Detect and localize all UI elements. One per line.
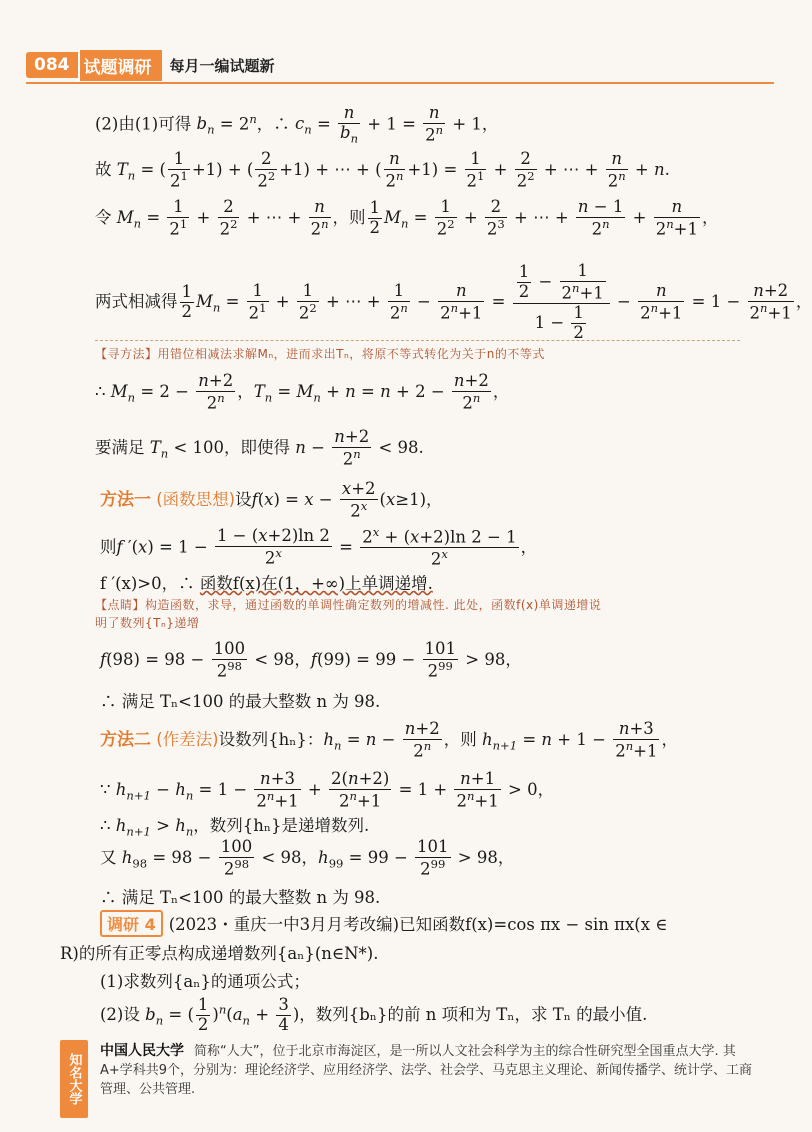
method-1-deriv: 则f ′(x) = 1 − $\frac{1 - (x+2)\ln 2}{2^x}$ = $\frac{2^x + (x+2)\ln 2 - 1}{2^x}$ ， xyxy=(100,525,538,569)
footer-box xyxy=(60,1040,760,1118)
university-description: 简称“人大”，位于北京市海淀区，是一所以人文社会科学为主的综合性研究型全国重点大学. 其A+学科共9个，分别为：理论经济学、应用经济学、法学、社会学、马克思主义理论、新闻传播学、统计学、工商管理、公共管理. xyxy=(100,1044,753,1097)
solution-line-5: ∴ $M_n = 2$ − $\frac{n+2}{2^n}$ ，$T_n = M_n + n = n + 2$ − $\frac{n+2}{2^n}$ ， xyxy=(95,371,510,413)
method-1-values: f(98) = 98 − $\frac{100}{2^{98}}$ < 98，f(99) = 99 − $\frac{101}{2^{99}}$ > 98， xyxy=(100,639,522,681)
page-number: 084 xyxy=(26,52,78,78)
research-4-q2: (2)设 $b_n$ = ( $\frac{1}{2}$ )$^n(a_n$ + $\frac{3}{4}$ )，数列{bₙ}的前 n 项和为 Tₙ，求 Tₙ 的最小值. xyxy=(100,995,648,1034)
method-1-mono: f ′(x)>0，∴ 函数f(x)在(1，+∞)上单调递增. xyxy=(100,574,433,593)
method-2-inc: ∴ $h_{n+1} > h_n$，数列{hₙ}是递增数列. xyxy=(100,816,370,839)
method-1-result: ∴ 满足 Tₙ<100 的最大整数 n 为 98. xyxy=(100,692,381,711)
solution-line-2: 故 $T_n$ = ( $\frac{1}{2^1}$ +1) + ( $\frac{2}{2^2}$ +1) + ⋯ + ( $\frac{n}{2^n}$ +1) = $\frac{1}{2^1}$ + $\frac{2}{2^2}$ + ⋯ + $\frac{n}{2^n}$ + n. xyxy=(95,149,670,191)
solution-line-4: 两式相减得 $\frac{1}{2}$ $M_n$ = $\frac{1}{2^1}$ + $\frac{1}{2^2}$ + ⋯ + $\frac{1}{2^n}$ − $\frac{n}{2^n+1}$ = $\frac{1}{2}$ − $\frac{1}{2^n+1}$ 1 − $\frac{1}{2}$ − $\frac{n}{2^n+1}$ = 1 − $\frac{n+2}{2^n+1}$ ， xyxy=(95,261,812,343)
method-1-label: 方法一 xyxy=(100,490,151,511)
divider xyxy=(95,340,740,341)
method-2-diff: ∵ $h_{n+1} - h_n = 1$ − $\frac{n+3}{2^n+1}$ + $\frac{2(n+2)}{2^n+1}$ = 1 + $\frac{n+1}{2^n+1}$ > 0， xyxy=(100,769,555,811)
point-note-2: 明了数列{Tₙ}递增 xyxy=(95,616,200,630)
page-header xyxy=(26,50,275,80)
footer-side-label: 知名大学 xyxy=(60,1040,88,1118)
research-4-line-2: R)的所有正零点构成递增数列{aₙ}(n∈N*). xyxy=(60,944,379,963)
solution-line-3: 令 $M_n$ = $\frac{1}{2^1}$ + $\frac{2}{2^2}$ + ⋯ + $\frac{n}{2^n}$ ，则 $\frac{1}{2}$ $M_n$ = $\frac{1}{2^2}$ + $\frac{2}{2^3}$ + ⋯ + $\frac{n - 1}{2^n}$ + $\frac{n}{2^n+1}$ ， xyxy=(95,197,719,239)
solution-line-1: (2)由(1)可得 $b_n = 2^n$，∴ $c_n$ = $\frac{n}{b_n}$ + 1 = $\frac{n}{2^n}$ + 1， xyxy=(95,103,499,146)
method-1-sub: (函数思想) xyxy=(156,490,236,510)
method-note: 【寻方法】用错位相减法求解Mₙ，进而求出Tₙ，将原不等式转化为关于n的不等式 xyxy=(95,347,545,361)
method-2-label: 方法二 xyxy=(100,730,151,751)
research-badge: 调研 4 xyxy=(100,910,163,937)
section-title: 试题调研 xyxy=(78,50,162,81)
research-4-q1: (1)求数列{aₙ}的通项公式； xyxy=(100,972,310,991)
solution-line-6: 要满足 $T_n < 100$，即使得 n − $\frac{n+2}{2^n}$ < 98. xyxy=(95,427,424,469)
method-2-values: 又 $h_{98} = 98$ − $\frac{100}{2^{98}}$ < 98，$h_{99} = 99$ − $\frac{101}{2^{99}}$ > 98， xyxy=(100,837,515,879)
header-subtitle: 每月一编试题新 xyxy=(169,56,275,75)
method-2-result: ∴ 满足 Tₙ<100 的最大整数 n 为 98. xyxy=(100,888,381,907)
research-4-line-1: 调研 4 (2023・重庆一中3月月考改编)已知函数f(x)=cos πx − sin πx(x ∈ xyxy=(100,910,668,937)
university-name: 中国人民大学 xyxy=(100,1043,184,1059)
method-1-line: 方法一 (函数思想)设f(x) = x − $\frac{x+2}{2^x}$ (x≥1)， xyxy=(100,479,443,521)
method-2-sub: (作差法) xyxy=(156,730,219,750)
point-note-1: 【点睛】构造函数，求导，通过函数的单调性确定数列的增减性. 此处，函数f(x)单调递增说 xyxy=(95,598,602,612)
method-2-line: 方法二 (作差法)设数列{hₙ}：$h_n = n$ − $\frac{n+2}{2^n}$ ，则 $h_{n+1} = n + 1$ − $\frac{n+3}{2^n+1}$ ， xyxy=(100,719,678,761)
footer-text xyxy=(100,1042,760,1099)
header-rule xyxy=(26,82,774,84)
